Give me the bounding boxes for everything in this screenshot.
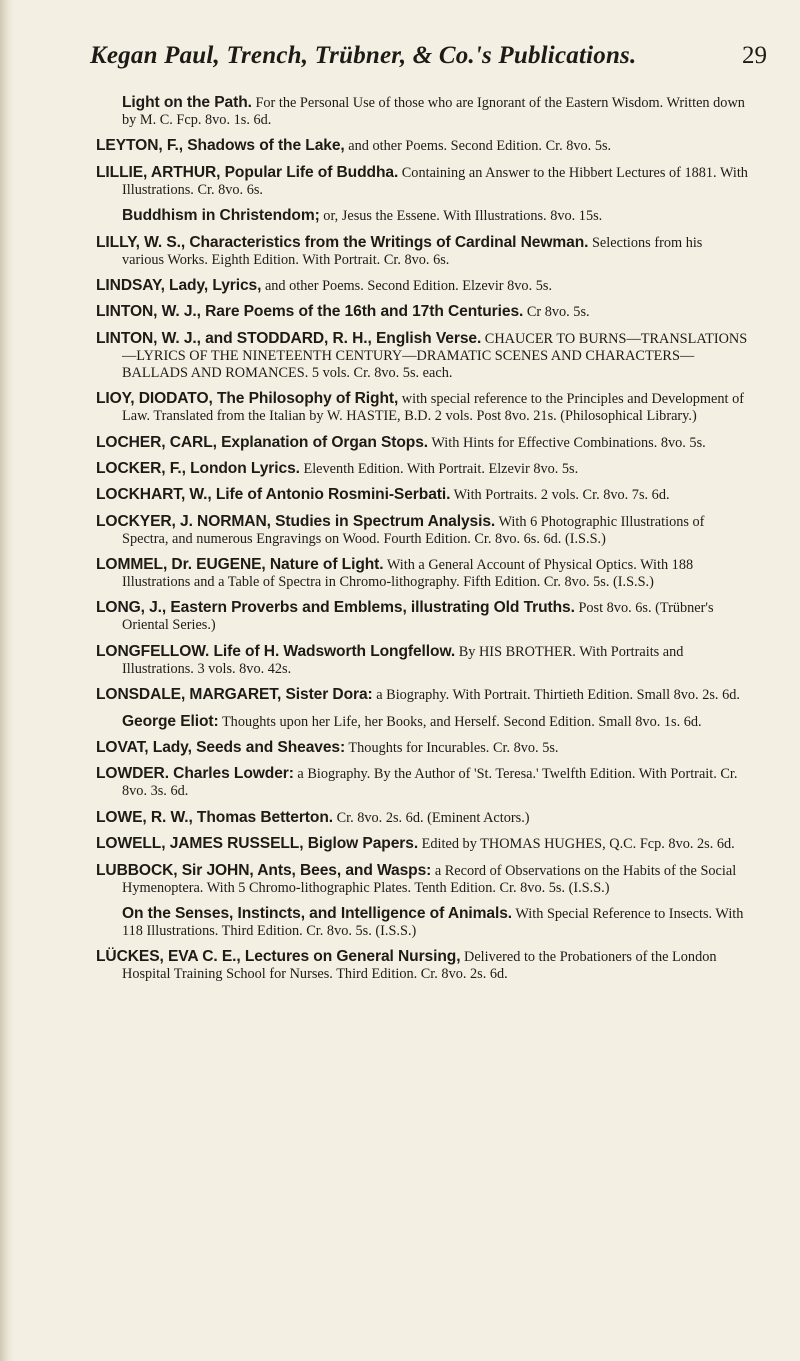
entry-heading: LILLIE, ARTHUR, Popular Life of Buddha. xyxy=(96,163,399,181)
entry-description: With 6 Photographic Illustrations of Spectra, and numerous Engravings on Wood. Fourth Edition. Cr. 8vo. 6s. 6d. (I.S.S.) xyxy=(122,513,705,547)
entry-description: Cr. 8vo. 2s. 6d. (Eminent Actors.) xyxy=(336,809,530,826)
entry-description: or, Jesus the Essene. With Illustrations. 8vo. 15s. xyxy=(323,208,603,225)
entry-description: and other Poems. Second Edition. Elzevir 8vo. 5s. xyxy=(264,277,553,294)
entry-description: With Special Reference to Insects. With 118 Illustrations. Third Edition. Cr. 8vo. 5s. (I.S.S.) xyxy=(122,905,744,939)
catalogue-entry xyxy=(96,137,748,155)
entry-heading: Buddhism in Christendom; xyxy=(122,207,320,225)
entry-heading: On the Senses, Instincts, and Intelligence of Animals. xyxy=(122,904,513,922)
entry-heading: LOVAT, Lady, Seeds and Sheaves: xyxy=(96,739,346,757)
entry-description: Containing an Answer to the Hibbert Lectures of 1881. With Illustrations. Cr. 8vo. 6s. xyxy=(122,164,748,198)
entry-description: With a General Account of Physical Optics. With 188 Illustrations and a Table of Spectra in Chromo-lithography. Fifth Edition. Cr. 8vo. 5s. (I.S.S.) xyxy=(122,557,694,591)
entry-description: a Record of Observations on the Habits of the Social Hymenoptera. With 5 Chromo-lithographic Plates. Tenth Edition. Cr. 8vo. 5s. (I.S.S.) xyxy=(122,862,737,896)
catalogue-entry xyxy=(96,835,748,853)
entry-description: a Biography. With Portrait. Thirtieth Edition. Small 8vo. 2s. 6d. xyxy=(376,687,740,704)
catalogue-entry xyxy=(96,739,748,757)
entry-heading: LEYTON, F., Shadows of the Lake, xyxy=(96,137,345,155)
catalogue-entry xyxy=(96,303,748,321)
entry-heading: LOCKER, F., London Lyrics. xyxy=(96,459,300,477)
entry-heading: LÜCKES, EVA C. E., Lectures on General Nursing, xyxy=(96,948,461,966)
entry-heading: LOMMEL, Dr. EUGENE, Nature of Light. xyxy=(96,556,384,574)
catalogue-entry xyxy=(96,713,748,731)
entry-heading: LIOY, DIODATO, The Philosophy of Right, xyxy=(96,390,399,408)
entry-description: By HIS BROTHER. With Portraits and Illustrations. 3 vols. 8vo. 42s. xyxy=(122,643,684,677)
entry-description: with special reference to the Principles and Development of Law. Translated from the Italian by W. HASTIE, B.D. 2 vols. Post 8vo. 21s. (Philosophical Library.) xyxy=(122,391,744,425)
entry-heading: LONG, J., Eastern Proverbs and Emblems, illustrating Old Truths. xyxy=(96,599,575,617)
entry-description: a Biography. By the Author of 'St. Teresa.' Twelfth Edition. With Portrait. Cr. 8vo. 3s. 6d. xyxy=(122,766,738,800)
entry-heading: LILLY, W. S., Characteristics from the Writings of Cardinal Newman. xyxy=(96,233,589,251)
catalogue-entry xyxy=(96,434,748,452)
entry-heading: LOWELL, JAMES RUSSELL, Biglow Papers. xyxy=(96,835,419,853)
entry-description: With Portraits. 2 vols. Cr. 8vo. 7s. 6d. xyxy=(453,487,670,504)
catalogue-entries xyxy=(96,94,748,992)
entry-heading: Light on the Path. xyxy=(122,94,252,111)
running-title: Kegan Paul, Trench, Trübner, & Co.'s Publications. xyxy=(90,42,637,69)
catalogue-entry xyxy=(96,207,748,225)
entry-heading: LOCKHART, W., Life of Antonio Rosmini-Serbati. xyxy=(96,486,451,504)
entry-description: Post 8vo. 6s. (Trübner's Oriental Series.) xyxy=(122,600,714,634)
catalogue-entry xyxy=(96,765,748,800)
entry-heading: LOCKYER, J. NORMAN, Studies in Spectrum Analysis. xyxy=(96,512,496,530)
catalogue-entry xyxy=(96,809,748,827)
entry-description: With Hints for Effective Combinations. 8vo. 5s. xyxy=(431,434,706,451)
entry-description: Thoughts for Incurables. Cr. 8vo. 5s. xyxy=(348,740,559,757)
catalogue-entry xyxy=(96,599,748,634)
catalogue-entry xyxy=(96,948,748,983)
entry-description: and other Poems. Second Edition. Cr. 8vo. 5s. xyxy=(348,138,612,155)
page-binding-shadow xyxy=(0,0,14,1361)
catalogue-entry xyxy=(96,277,748,295)
entry-heading: LOWDER. Charles Lowder: xyxy=(96,765,294,783)
page-number: 29 xyxy=(742,42,767,69)
catalogue-entry xyxy=(96,164,748,199)
entry-description: Delivered to the Probationers of the London Hospital Training School for Nurses. Third Edition. Cr. 8vo. 2s. 6d. xyxy=(122,949,717,983)
entry-heading: LOWE, R. W., Thomas Betterton. xyxy=(96,808,333,826)
entry-description: For the Personal Use of those who are Ignorant of the Eastern Wisdom. Written down by M. C. Fcp. 8vo. 1s. 6d. xyxy=(122,95,745,128)
entry-description: CHAUCER TO BURNS—TRANSLATIONS—LYRICS OF THE NINETEENTH CENTURY—DRAMATIC SCENES AND CHARACTERS—BALLADS AND ROMANCES. 5 vols. Cr. 8vo. 5s. each. xyxy=(122,330,748,381)
entry-heading: LUBBOCK, Sir JOHN, Ants, Bees, and Wasps: xyxy=(96,861,432,879)
catalogue-entry xyxy=(96,330,748,382)
entry-description: Eleventh Edition. With Portrait. Elzevir 8vo. 5s. xyxy=(303,460,579,477)
entry-heading: LINTON, W. J., and STODDARD, R. H., English Verse. xyxy=(96,329,482,347)
catalogue-entry xyxy=(96,556,748,591)
entry-heading: George Eliot: xyxy=(122,712,219,730)
catalogue-entry xyxy=(96,643,748,678)
entry-heading: LOCHER, CARL, Explanation of Organ Stops. xyxy=(96,433,429,451)
entry-heading: LONSDALE, MARGARET, Sister Dora: xyxy=(96,686,373,704)
catalogue-entry xyxy=(96,905,748,940)
catalogue-entry xyxy=(96,94,748,129)
entry-description: Selections from his various Works. Eighth Edition. With Portrait. Cr. 8vo. 6s. xyxy=(122,234,703,268)
entry-description: Edited by THOMAS HUGHES, Q.C. Fcp. 8vo. 2s. 6d. xyxy=(421,836,735,853)
entry-heading: LINDSAY, Lady, Lyrics, xyxy=(96,276,262,294)
catalogue-entry xyxy=(96,486,748,504)
catalogue-entry xyxy=(96,513,748,548)
entry-heading: LONGFELLOW. Life of H. Wadsworth Longfellow. xyxy=(96,642,456,660)
catalogue-entry xyxy=(96,686,748,704)
entry-description: Cr 8vo. 5s. xyxy=(526,304,590,321)
entry-description: Thoughts upon her Life, her Books, and Herself. Second Edition. Small 8vo. 1s. 6d. xyxy=(221,713,702,730)
catalogue-entry xyxy=(96,390,748,425)
entry-heading: LINTON, W. J., Rare Poems of the 16th and 17th Centuries. xyxy=(96,303,524,321)
catalogue-entry xyxy=(96,862,748,897)
catalogue-entry xyxy=(96,234,748,269)
catalogue-entry xyxy=(96,460,748,478)
